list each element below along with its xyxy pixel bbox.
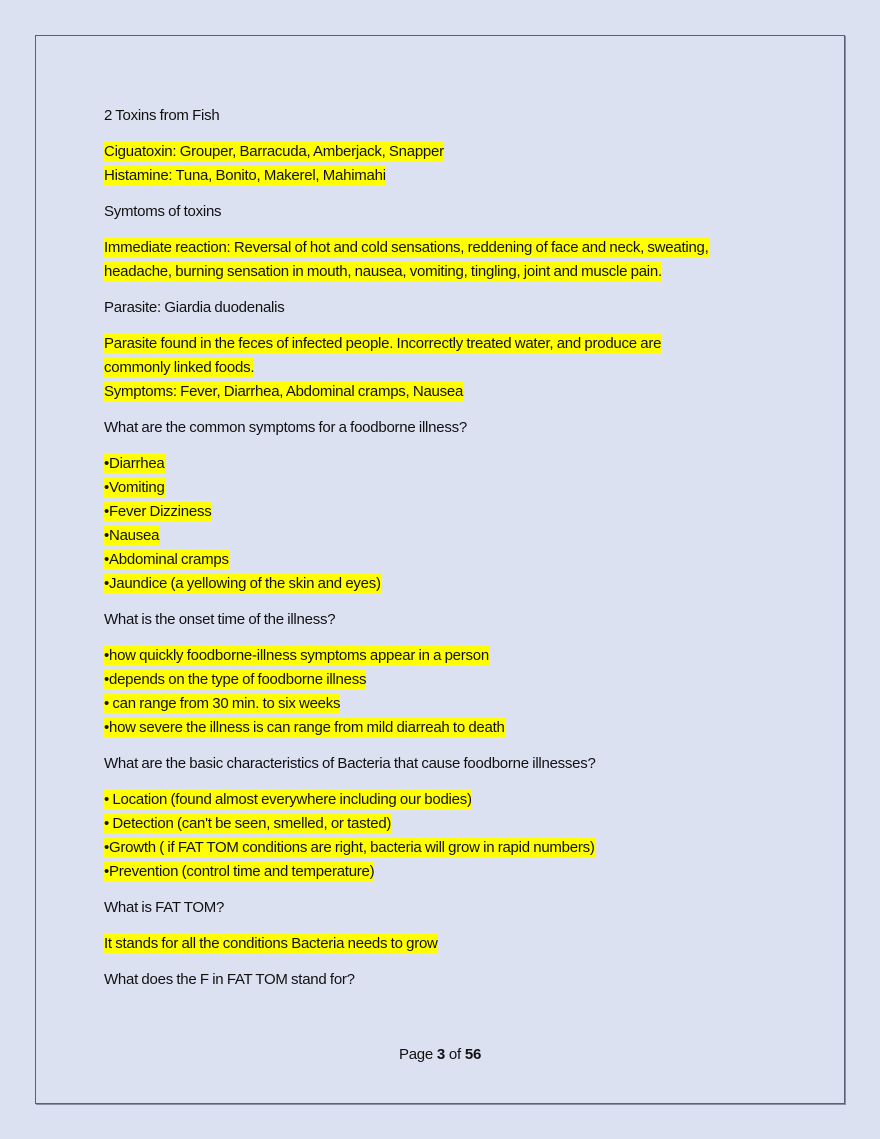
highlighted-line: Histamine: Tuna, Bonito, Makerel, Mahimahi [104,167,386,184]
section-heading [104,296,784,320]
highlighted-line: Symptoms: Fever, Diarrhea, Abdominal cramps, Nausea [104,383,464,400]
list-item: •Fever Dizziness [104,503,212,520]
section-heading [104,752,784,776]
highlighted-line: Immediate reaction: Reversal of hot and cold sensations, reddening of face and neck, sweating, [104,239,709,256]
highlighted-block [104,236,784,284]
list-item: •Diarrhea [104,455,165,472]
highlighted-line: Parasite found in the feces of infected people. Incorrectly treated water, and produce are [104,335,662,352]
list-item: • Detection (can't be seen, smelled, or tasted) [104,815,392,832]
list-item: •Growth ( if FAT TOM conditions are right, bacteria will grow in rapid numbers) [104,839,595,856]
heading-text: Parasite: Giardia duodenalis [104,299,285,316]
page-separator: of [448,1046,461,1063]
highlighted-line: Ciguatoxin: Grouper, Barracuda, Amberjack, Snapper [104,143,444,160]
list-item: •Jaundice (a yellowing of the skin and eyes) [104,575,381,592]
highlighted-block [104,332,784,404]
document-page [35,35,845,1104]
list-item: •Prevention (control time and temperature) [104,863,375,880]
list-item: • can range from 30 min. to six weeks [104,695,341,712]
highlighted-block [104,140,784,188]
list-item: •depends on the type of foodborne illness [104,671,367,688]
highlighted-line: It stands for all the conditions Bacteria needs to grow [104,935,438,952]
bullet-list [104,452,784,596]
heading-text: What are the basic characteristics of Bacteria that cause foodborne illnesses? [104,755,596,772]
heading-text: What is FAT TOM? [104,899,225,916]
list-item: •Abdominal cramps [104,551,229,568]
list-item: •how severe the illness is can range from mild diarreah to death [104,719,505,736]
heading-text: Symtoms of toxins [104,203,222,220]
bullet-list [104,644,784,740]
heading-text: What are the common symptoms for a foodborne illness? [104,419,467,436]
highlighted-line: headache, burning sensation in mouth, nausea, vomiting, tingling, joint and muscle pain. [104,263,662,280]
highlighted-line: commonly linked foods. [104,359,255,376]
list-item: •Vomiting [104,479,165,496]
bullet-list [104,788,784,884]
highlighted-block [104,932,784,956]
list-item: •how quickly foodborne-illness symptoms appear in a person [104,647,489,664]
total-pages-number: 56 [464,1046,482,1063]
page-footer [36,1046,844,1063]
page-content [104,104,784,1004]
section-heading [104,896,784,920]
current-page-number: 3 [436,1046,445,1063]
section-heading [104,608,784,632]
heading-text: 2 Toxins from Fish [104,107,220,124]
section-heading [104,104,784,128]
heading-text: What does the F in FAT TOM stand for? [104,971,355,988]
section-heading [104,200,784,224]
page-label: Page [398,1046,433,1063]
list-item: • Location (found almost everywhere including our bodies) [104,791,472,808]
list-item: •Nausea [104,527,160,544]
section-heading [104,416,784,440]
heading-text: What is the onset time of the illness? [104,611,336,628]
section-heading [104,968,784,992]
